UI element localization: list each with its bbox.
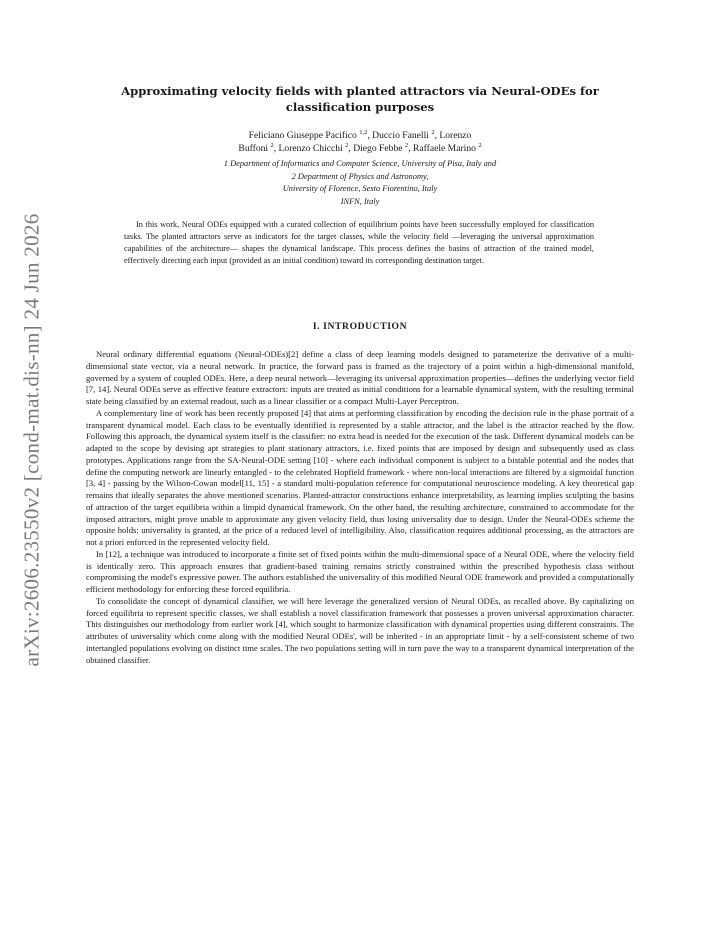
section-heading-introduction: I. INTRODUCTION — [312, 321, 408, 332]
body-paragraph: To consolidate the concept of dynamical classifier, we will here leverage the generalized version of Neural ODEs, as recalled above. By capitalizing on forced equilibria to represent specific classes, we shall establish a novel classification framework that possesses a proven universal approximation character. This distinguishes our methodology from earlier work [4], which sought to harmonize classification with dynamical properties using different constraints. The attributes of universality which come along with the modified Neural ODEs', will be inherited - in an appropriate limit - by a self-consistent scheme of two intertangled populations evolving on distinct time scales. The two populations setting will in turn pave the way to a transparent dynamical interpretation of the obtained classifier. — [86, 595, 634, 665]
affiliation-line: 1 Department of Informatics and Computer Science, University of Pisa, Italy and — [223, 159, 497, 168]
author-name: , Raffaele Marino — [408, 143, 476, 154]
author-name: Buffoni — [238, 143, 269, 154]
author-affiliation-mark: 2 — [431, 129, 435, 136]
author-affiliation-mark: 2 — [345, 142, 349, 149]
author-affiliation-mark: 2 — [270, 142, 274, 149]
author-line-1 — [140, 129, 580, 142]
author-name: , Lorenzo Chicchi — [273, 143, 343, 154]
paper-title: Approximating velocity fields with planted attractors via Neural-ODEs for classification purposes — [121, 84, 599, 114]
body-paragraph: In [12], a technique was introduced to incorporate a finite set of fixed points within the multi-dimensional space of a Neural ODE, where the velocity field is identically zero. This approach ensures that gradient-based training remains strictly constrained within the prescribed hypothesis class without compromising the model's expressive power. The authors established the universality of this modified Neural ODE framework and provided a computationally efficient methodology for enforcing these forced equilibria. — [86, 548, 634, 594]
author-name: Feliciano Giuseppe Pacifico — [248, 130, 357, 141]
body-paragraph: Neural ordinary differential equations (Neural-ODEs)[2] define a class of deep learning models designed to parameterize the derivative of a multi-dimensional state vector, via a neural network. In practice, the forward pass is framed as the trajectory of a point within a high-dimensional manifold, governed by a system of coupled ODEs. Here, a deep neural network—leveraging its universal approximation properties—defines the underlying vector field [7, 14]. Neural ODEs serve as effective feature extractors: inputs are treated as initial conditions for a learnable dynamical system, with the resulting terminal state being classified by an external readout, such as a linear classifier or a compact Multi-Layer Perceptron. — [86, 349, 634, 406]
introduction-body — [86, 349, 634, 666]
author-name: , Duccio Fanelli — [367, 130, 429, 141]
author-line-2 — [140, 142, 580, 155]
affiliation-line: 2 Department of Physics and Astronomy, — [291, 171, 429, 181]
author-affiliation-mark: 2 — [478, 142, 482, 149]
author-affiliation-mark: 2 — [404, 142, 409, 149]
affiliation-line: INFN, Italy — [340, 196, 380, 206]
affiliation-block — [140, 158, 580, 208]
author-name: , Diego Febbe — [348, 143, 403, 154]
abstract: In this work, Neural ODEs equipped with a curated collection of equilibrium points have been successfully employed for classification tasks. The planted attractors serve as indicators for the target classes, while the velocity field —leveraging the universal approximation capabilities of the architecture— shapes the dynamical landscape. This process defines the basins of attraction of the trained model, effectively directing each input (provided as an initial condition) toward its corresponding destination target. — [124, 220, 594, 265]
body-paragraph: A complementary line of work has been recently proposed [4] that aims at performing classification by encoding the decision rule in the phase portrait of a transparent dynamical model. Each class to be eventually identified is represented by a stable attractor, and the label is the attractor reached by the flow. Following this approach, the dynamical system itself is the classifier: no extra head is needed for the execution of the task. Different dynamical models can be adapted to the scope by devising apt strategies to plant stationary attractors, i.e. fixed points that are imposed by design and subsequently used as class prototypes. Applications range from the SA-Neural-ODE setting [10] - where each individual component is subject to a bistable potential and the nodes that define the computing network are linearly entangled - to the celebrated Hopfield framework - where non-local interactions are filtered by a sigmoidal function [3, 4] - passing by the Wilson-Cowan model[11, 15] - a standard multi-population reference for computational neuroscience modeling. A key theoretical gap remains that ideally separates the above mentioned scenarios. Planted-attractor constructions enhance interpretability, as learning implies sculpting the basins of attraction of the target equilibria within a limpid dynamical framework. On the other hand, the resulting architecture, constrained to accommodate for the imposed attractors, might prove unable to approximate any given velocity field, thus losing universality due to design. Under the Neural-ODEs scheme the opposite holds: universality is granted, at the price of a reduced level of intelligibility. Also, classification requires additional processing, as the attractors are not a priori enforced in the represented velocity field. — [86, 407, 634, 547]
author-name: , Lorenzo — [434, 130, 472, 141]
author-affiliation-mark: 1,2 — [359, 129, 368, 136]
author-list — [140, 129, 580, 155]
arxiv-identifier-stamp — [18, 210, 46, 670]
affiliation-line: University of Florence, Sesto Fiorentino, Italy — [282, 184, 438, 193]
arxiv-identifier-text: arXiv:2606.23550v2 [cond-mat.dis-nn] 24 Jun 2026 — [19, 213, 44, 667]
